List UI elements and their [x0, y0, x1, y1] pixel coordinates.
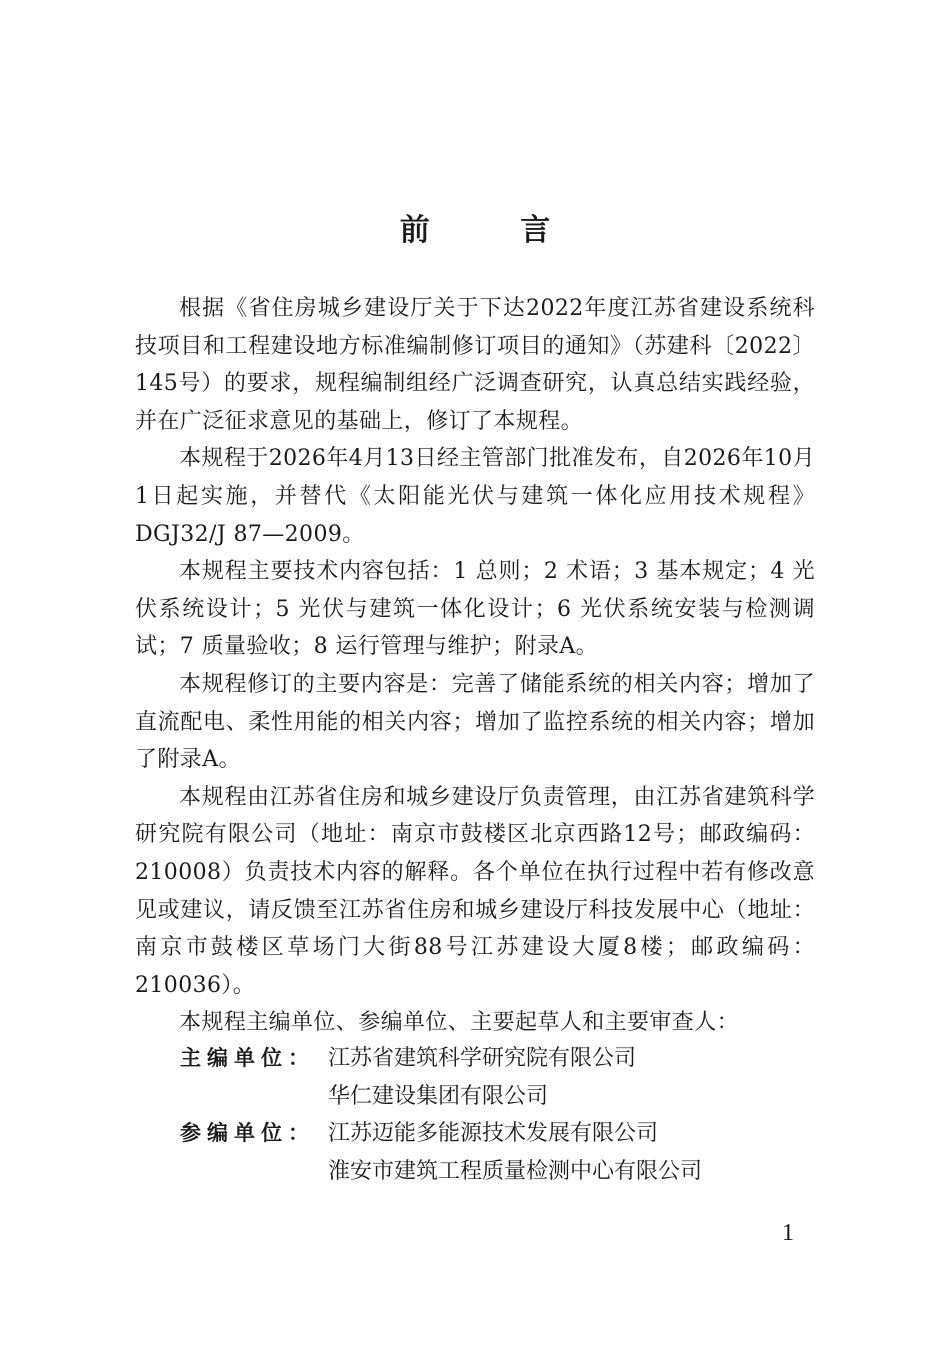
editing-units [180, 1040, 702, 1190]
page-number: 1 [782, 1220, 794, 1246]
participating-units [180, 1115, 702, 1190]
paragraph-units-intro: 本规程主编单位、参编单位、主要起草人和主要审查人： [179, 1010, 740, 1036]
chief-editor-units [180, 1040, 702, 1115]
participating-unit: 江苏迈能多能源技术发展有限公司 [328, 1121, 659, 1147]
preface-body [135, 290, 815, 1042]
participating-unit: 淮安市建筑工程质量检测中心有限公司 [328, 1158, 703, 1184]
paragraph-management: 本规程由江苏省住房和城乡建设厅负责管理，由江苏省建筑科学研究院有限公司（地址：南京市鼓楼区北京西路12号；邮政编码：210008）负责技术内容的解释。各个单位在执行过程中若有修改意见或建议，请反馈至江苏省住房和城乡建设厅科技发展中心（地址：南京市鼓楼区草场门大街88号江苏建设大厦8楼；邮政编码：210036）。 [135, 784, 815, 998]
paragraph-contents: 本规程主要技术内容包括：1 总则；2 术语；3 基本规定；4 光伏系统设计；5 光伏与建筑一体化设计；6 光伏系统安装与检测调试；7 质量验收；8 运行管理与维护；附录A。 [135, 559, 815, 660]
chief-editor-unit: 华仁建设集团有限公司 [328, 1083, 549, 1109]
chief-editor-list [328, 1040, 636, 1115]
paragraph-revisions: 本规程修订的主要内容是：完善了储能系统的相关内容；增加了直流配电、柔性用能的相关内容；增加了监控系统的相关内容；增加了附录A。 [135, 671, 815, 773]
page-title: 前 言 [399, 213, 591, 248]
participating-list [328, 1115, 702, 1190]
participating-label: 参编单位： [180, 1121, 315, 1146]
chief-editor-label: 主编单位： [180, 1046, 315, 1070]
paragraph-basis: 根据《省住房城乡建设厅关于下达2022年度江苏省建设系统科技项目和工程建设地方标准编制修订项目的通知》（苏建科〔2022〕145号）的要求，规程编制组经广泛调查研究，认真总结实践经验，并在广泛征求意见的基础上，修订了本规程。 [135, 296, 815, 434]
paragraph-effective-date: 本规程于2026年4月13日经主管部门批准发布，自2026年10月1日起实施，并替代《太阳能光伏与建筑一体化应用技术规程》DGJ32/J 87—2009。 [135, 446, 815, 547]
chief-editor-unit: 江苏省建筑科学研究院有限公司 [328, 1046, 637, 1071]
